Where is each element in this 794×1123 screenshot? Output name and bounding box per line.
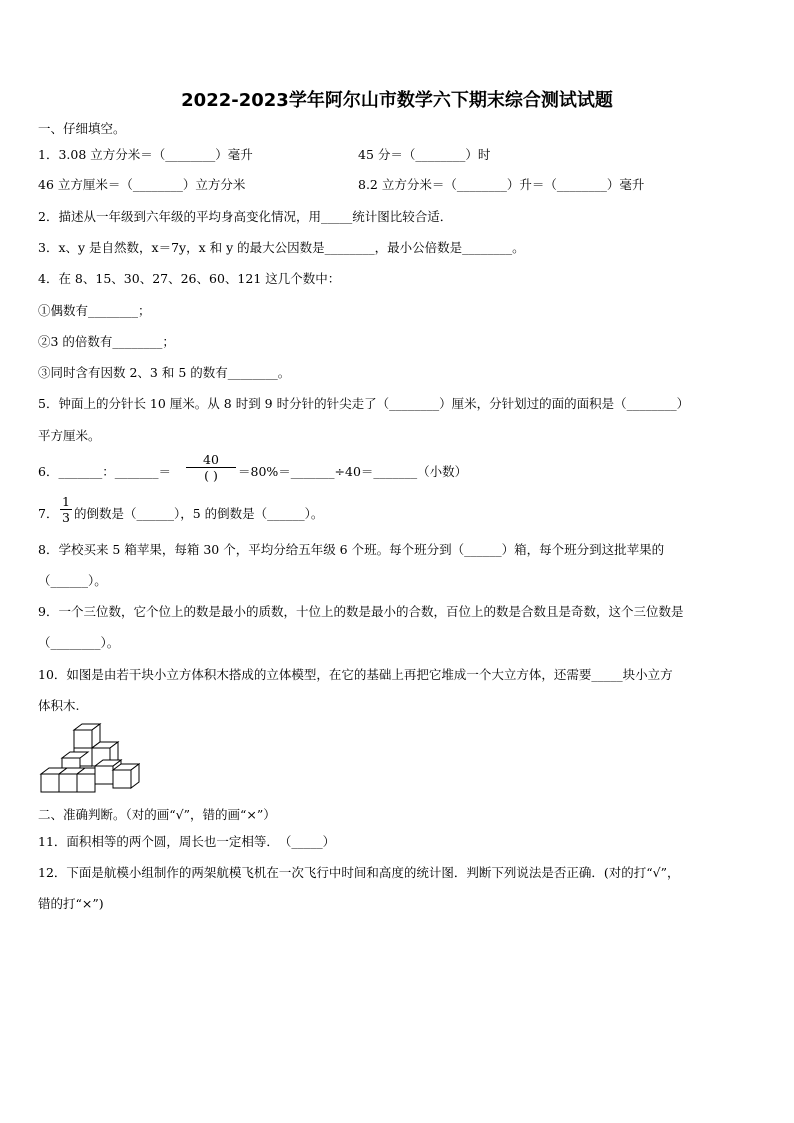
- question-5-line-2: 平方厘米。: [38, 428, 101, 443]
- question-7-fraction: [60, 494, 72, 525]
- question-8-line-1: 8．学校买来 5 箱苹果，每箱 30 个，平均分给五年级 6 个班。每个班分到（______）箱，每个班分到这批苹果的: [38, 542, 665, 557]
- question-7: 的倒数是（______），5 的倒数是（______）。: [74, 506, 324, 521]
- question-12-line-2: 错的打“×”): [38, 896, 104, 911]
- cube-model-figure: [38, 722, 140, 802]
- question-4-part-2: ②3 的倍数有________；: [38, 334, 175, 349]
- question-9-line-2: （________）。: [38, 635, 120, 650]
- section-heading-1: 一、仔细填空。: [38, 121, 126, 136]
- fraction-numerator: 1: [62, 494, 70, 509]
- page-title: 2022-2023学年阿尔山市数学六下期末综合测试试题: [181, 90, 613, 111]
- question-4-part-1: ①偶数有________；: [38, 303, 151, 318]
- question-12-line-1: 12．下面是航模小组制作的两架航模飞机在一次飞行中时间和高度的统计图．判断下列说法是否正确．(对的打“√”，: [38, 865, 680, 880]
- question-2: 2．描述从一年级到六年级的平均身高变化情况，用_____统计图比较合适．: [38, 209, 453, 224]
- question-6-left: 6．_______：_______＝: [38, 464, 171, 479]
- question-11: 11．面积相等的两个圆，周长也一定相等． （_____）: [38, 834, 336, 849]
- question-3: 3．x、y 是自然数，x＝7y，x 和 y 的最大公因数是________，最小公倍数是________。: [38, 240, 525, 255]
- question-4: 4．在 8、15、30、27、26、60、121 这几个数中：: [38, 271, 341, 286]
- question-5-line-1: 5．钟面上的分针长 10 厘米。从 8 时到 9 时分针的针尖走了（________）厘米，分针划过的面的面积是（________）: [38, 396, 690, 411]
- question-7-prefix: 7．: [38, 506, 59, 521]
- question-4-part-3: ③同时含有因数 2、3 和 5 的数有________。: [38, 365, 291, 380]
- question-1b: 45 分＝（________）时: [358, 147, 491, 162]
- question-1d: 8.2 立方分米＝（________）升＝（________）毫升: [358, 177, 645, 192]
- question-1a: 1．3.08 立方分米＝（________）毫升: [38, 147, 253, 162]
- question-9-line-1: 9．一个三位数，它个位上的数是最小的质数，十位上的数是最小的合数，百位上的数是合数且是奇数，这个三位数是: [38, 604, 684, 619]
- question-8-line-2: （______）。: [38, 573, 107, 588]
- question-6-fraction: [186, 452, 236, 483]
- fraction-denominator: ( ): [204, 468, 218, 483]
- fraction-denominator: 3: [62, 510, 70, 525]
- question-1c: 46 立方厘米＝（________）立方分米: [38, 177, 246, 192]
- fraction-numerator: 40: [203, 452, 219, 467]
- question-10-line-2: 体积木.: [38, 698, 80, 713]
- section-heading-2: 二、准确判断。（对的画“√”，错的画“×”）: [38, 807, 276, 822]
- question-10-line-1: 10．如图是由若干块小立方体积木搭成的立体模型，在它的基础上再把它堆成一个大立方体，还需要_____块小立方: [38, 667, 673, 682]
- question-6-right: ＝80%＝_______÷40＝_______（小数）: [238, 464, 468, 479]
